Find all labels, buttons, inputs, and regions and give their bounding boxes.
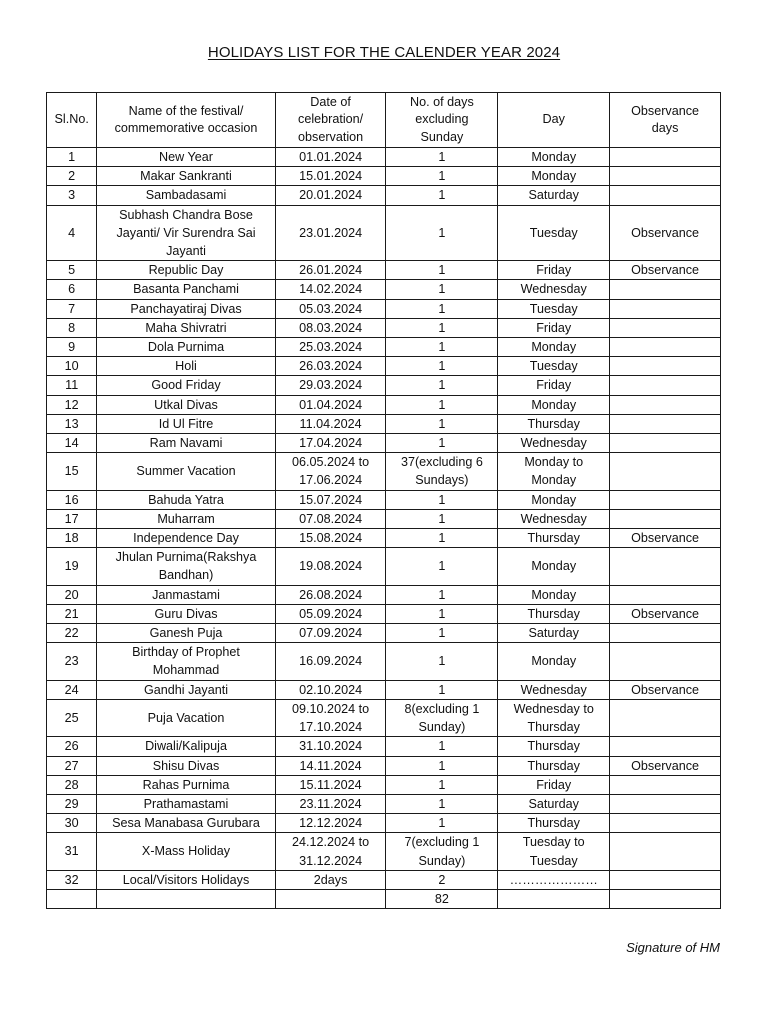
day-cell: Wednesday to Thursday: [498, 699, 610, 736]
page-title: HOLIDAYS LIST FOR THE CALENDER YEAR 2024: [207, 44, 561, 61]
header-day: Day: [498, 93, 610, 148]
observance-cell: [610, 186, 721, 205]
table-row: [47, 376, 721, 395]
date-cell: 15.08.2024: [275, 529, 386, 548]
festival-name-cell: Puja Vacation: [97, 699, 275, 736]
table-row: [47, 453, 721, 490]
days-count-cell: 1: [386, 756, 498, 775]
sl-no-cell: 4: [47, 205, 97, 261]
days-count-cell: 82: [386, 889, 498, 908]
observance-cell: [610, 167, 721, 186]
observance-cell: Observance: [610, 756, 721, 775]
table-row: [47, 814, 721, 833]
festival-name-cell: Local/Visitors Holidays: [97, 870, 275, 889]
festival-name-cell: Holi: [97, 357, 275, 376]
date-cell: 2days: [275, 870, 386, 889]
observance-cell: [610, 299, 721, 318]
observance-cell: Observance: [610, 205, 721, 261]
days-count-cell: 1: [386, 585, 498, 604]
day-cell: Friday: [498, 261, 610, 280]
observance-cell: [610, 414, 721, 433]
days-count-cell: 1: [386, 395, 498, 414]
date-cell: 31.10.2024: [275, 737, 386, 756]
date-cell: 19.08.2024: [275, 548, 386, 585]
sl-no-cell: 2: [47, 167, 97, 186]
date-cell: 26.03.2024: [275, 357, 386, 376]
days-count-cell: 7(excluding 1 Sunday): [386, 833, 498, 870]
date-cell: 07.08.2024: [275, 509, 386, 528]
date-cell: 26.01.2024: [275, 261, 386, 280]
observance-cell: Observance: [610, 529, 721, 548]
table-row: [47, 794, 721, 813]
date-cell: 17.04.2024: [275, 434, 386, 453]
sl-no-cell: 15: [47, 453, 97, 490]
date-cell: 14.11.2024: [275, 756, 386, 775]
day-cell: Monday: [498, 167, 610, 186]
sl-no-cell: 18: [47, 529, 97, 548]
day-cell: Monday: [498, 643, 610, 680]
table-row: [47, 548, 721, 585]
header-date: Date of celebration/ observation: [275, 93, 386, 148]
festival-name-cell: Muharram: [97, 509, 275, 528]
date-cell: 16.09.2024: [275, 643, 386, 680]
sl-no-cell: 6: [47, 280, 97, 299]
day-cell: …………………: [498, 870, 610, 889]
sl-no-cell: 26: [47, 737, 97, 756]
days-count-cell: 1: [386, 299, 498, 318]
table-row: [47, 756, 721, 775]
observance-cell: [610, 280, 721, 299]
sl-no-cell: 9: [47, 338, 97, 357]
table-row: [47, 167, 721, 186]
festival-name-cell: Basanta Panchami: [97, 280, 275, 299]
day-cell: Thursday: [498, 756, 610, 775]
days-count-cell: 1: [386, 186, 498, 205]
table-row: [47, 680, 721, 699]
day-cell: Friday: [498, 376, 610, 395]
date-cell: 15.01.2024: [275, 167, 386, 186]
date-cell: 11.04.2024: [275, 414, 386, 433]
date-cell: 24.12.2024 to 31.12.2024: [275, 833, 386, 870]
festival-name-cell: Gandhi Jayanti: [97, 680, 275, 699]
observance-cell: Observance: [610, 261, 721, 280]
days-count-cell: 1: [386, 205, 498, 261]
day-cell: Monday: [498, 490, 610, 509]
festival-name-cell: Sambadasami: [97, 186, 275, 205]
observance-cell: Observance: [610, 680, 721, 699]
days-count-cell: 1: [386, 338, 498, 357]
day-cell: Monday to Monday: [498, 453, 610, 490]
signature-label: Signature of HM: [626, 940, 720, 955]
days-count-cell: 1: [386, 167, 498, 186]
days-count-cell: 1: [386, 490, 498, 509]
table-body: [47, 148, 721, 909]
sl-no-cell: 21: [47, 604, 97, 623]
observance-cell: [610, 870, 721, 889]
day-cell: Wednesday: [498, 680, 610, 699]
festival-name-cell: Panchayatiraj Divas: [97, 299, 275, 318]
festival-name-cell: Sesa Manabasa Gurubara: [97, 814, 275, 833]
festival-name-cell: Bahuda Yatra: [97, 490, 275, 509]
festival-name-cell: Subhash Chandra Bose Jayanti/ Vir Surendra Sai Jayanti: [97, 205, 275, 261]
days-count-cell: 1: [386, 737, 498, 756]
day-cell: Thursday: [498, 529, 610, 548]
days-count-cell: 1: [386, 357, 498, 376]
day-cell: Thursday: [498, 814, 610, 833]
sl-no-cell: 13: [47, 414, 97, 433]
table-row: [47, 148, 721, 167]
date-cell: 26.08.2024: [275, 585, 386, 604]
table-row: [47, 509, 721, 528]
sl-no-cell: 5: [47, 261, 97, 280]
observance-cell: Observance: [610, 604, 721, 623]
sl-no-cell: 3: [47, 186, 97, 205]
day-cell: Monday: [498, 148, 610, 167]
sl-no-cell: 17: [47, 509, 97, 528]
table-row: [47, 585, 721, 604]
day-cell: Wednesday: [498, 280, 610, 299]
observance-cell: [610, 643, 721, 680]
festival-name-cell: Utkal Divas: [97, 395, 275, 414]
header-observance: Observance days: [610, 93, 721, 148]
total-row: [47, 889, 721, 908]
table-row: [47, 737, 721, 756]
festival-name-cell: Diwali/Kalipuja: [97, 737, 275, 756]
observance-cell: [610, 148, 721, 167]
day-cell: Wednesday: [498, 434, 610, 453]
observance-cell: [610, 434, 721, 453]
day-cell: Tuesday: [498, 357, 610, 376]
days-count-cell: 1: [386, 261, 498, 280]
days-count-cell: 1: [386, 148, 498, 167]
observance-cell: [610, 814, 721, 833]
festival-name-cell: Guru Divas: [97, 604, 275, 623]
table-row: [47, 490, 721, 509]
sl-no-cell: 22: [47, 624, 97, 643]
festival-name-cell: Ram Navami: [97, 434, 275, 453]
date-cell: 12.12.2024: [275, 814, 386, 833]
days-count-cell: 1: [386, 318, 498, 337]
day-cell: Tuesday: [498, 205, 610, 261]
festival-name-cell: Janmastami: [97, 585, 275, 604]
sl-no-cell: 7: [47, 299, 97, 318]
date-cell: 07.09.2024: [275, 624, 386, 643]
table-row: [47, 261, 721, 280]
observance-cell: [610, 490, 721, 509]
date-cell: 29.03.2024: [275, 376, 386, 395]
observance-cell: [610, 453, 721, 490]
day-cell: Friday: [498, 318, 610, 337]
date-cell: 20.01.2024: [275, 186, 386, 205]
date-cell: 23.01.2024: [275, 205, 386, 261]
days-count-cell: 1: [386, 280, 498, 299]
festival-name-cell: Good Friday: [97, 376, 275, 395]
table-row: [47, 643, 721, 680]
observance-cell: [610, 318, 721, 337]
festival-name-cell: Shisu Divas: [97, 756, 275, 775]
days-count-cell: 8(excluding 1 Sunday): [386, 699, 498, 736]
date-cell: 25.03.2024: [275, 338, 386, 357]
sl-no-cell: 27: [47, 756, 97, 775]
festival-name-cell: Dola Purnima: [97, 338, 275, 357]
day-cell: Tuesday to Tuesday: [498, 833, 610, 870]
observance-cell: [610, 357, 721, 376]
header-sl-no: Sl.No.: [47, 93, 97, 148]
table-row: [47, 338, 721, 357]
festival-name-cell: Independence Day: [97, 529, 275, 548]
festival-name-cell: Prathamastami: [97, 794, 275, 813]
days-count-cell: 1: [386, 680, 498, 699]
date-cell: 15.11.2024: [275, 775, 386, 794]
table-row: [47, 299, 721, 318]
sl-no-cell: 24: [47, 680, 97, 699]
sl-no-cell: 30: [47, 814, 97, 833]
date-cell: 09.10.2024 to 17.10.2024: [275, 699, 386, 736]
observance-cell: [610, 737, 721, 756]
table-row: [47, 699, 721, 736]
days-count-cell: 1: [386, 775, 498, 794]
observance-cell: [610, 889, 721, 908]
observance-cell: [610, 833, 721, 870]
days-count-cell: 1: [386, 794, 498, 813]
day-cell: Saturday: [498, 794, 610, 813]
day-cell: Saturday: [498, 624, 610, 643]
table-row: [47, 414, 721, 433]
day-cell: Monday: [498, 548, 610, 585]
date-cell: 02.10.2024: [275, 680, 386, 699]
day-cell: Monday: [498, 585, 610, 604]
days-count-cell: 1: [386, 548, 498, 585]
observance-cell: [610, 794, 721, 813]
date-cell: 08.03.2024: [275, 318, 386, 337]
table-row: [47, 205, 721, 261]
days-count-cell: 2: [386, 870, 498, 889]
days-count-cell: 37(excluding 6 Sundays): [386, 453, 498, 490]
sl-no-cell: 23: [47, 643, 97, 680]
festival-name-cell: Republic Day: [97, 261, 275, 280]
festival-name-cell: Makar Sankranti: [97, 167, 275, 186]
observance-cell: [610, 699, 721, 736]
festival-name-cell: Ganesh Puja: [97, 624, 275, 643]
date-cell: [275, 889, 386, 908]
day-cell: [498, 889, 610, 908]
sl-no-cell: 29: [47, 794, 97, 813]
days-count-cell: 1: [386, 376, 498, 395]
observance-cell: [610, 395, 721, 414]
table-header-row: [47, 93, 721, 148]
days-count-cell: 1: [386, 434, 498, 453]
days-count-cell: 1: [386, 814, 498, 833]
sl-no-cell: 31: [47, 833, 97, 870]
observance-cell: [610, 376, 721, 395]
date-cell: 23.11.2024: [275, 794, 386, 813]
sl-no-cell: 1: [47, 148, 97, 167]
table-row: [47, 280, 721, 299]
date-cell: 01.04.2024: [275, 395, 386, 414]
table-row: [47, 833, 721, 870]
festival-name-cell: New Year: [97, 148, 275, 167]
festival-name-cell: [97, 889, 275, 908]
table-row: [47, 604, 721, 623]
days-count-cell: 1: [386, 643, 498, 680]
sl-no-cell: 25: [47, 699, 97, 736]
day-cell: Tuesday: [498, 299, 610, 318]
sl-no-cell: 16: [47, 490, 97, 509]
observance-cell: [610, 775, 721, 794]
sl-no-cell: [47, 889, 97, 908]
observance-cell: [610, 585, 721, 604]
sl-no-cell: 28: [47, 775, 97, 794]
observance-cell: [610, 509, 721, 528]
header-number-of-days: No. of days excluding Sunday: [386, 93, 498, 148]
sl-no-cell: 32: [47, 870, 97, 889]
days-count-cell: 1: [386, 604, 498, 623]
day-cell: Wednesday: [498, 509, 610, 528]
festival-name-cell: Maha Shivratri: [97, 318, 275, 337]
header-festival-name: Name of the festival/ commemorative occasion: [97, 93, 275, 148]
table-row: [47, 529, 721, 548]
days-count-cell: 1: [386, 529, 498, 548]
holidays-table: [46, 92, 721, 909]
days-count-cell: 1: [386, 624, 498, 643]
observance-cell: [610, 338, 721, 357]
festival-name-cell: Birthday of Prophet Mohammad: [97, 643, 275, 680]
table-row: [47, 318, 721, 337]
sl-no-cell: 8: [47, 318, 97, 337]
table-row: [47, 395, 721, 414]
table-row: [47, 357, 721, 376]
table-row: [47, 434, 721, 453]
festival-name-cell: Summer Vacation: [97, 453, 275, 490]
day-cell: Thursday: [498, 604, 610, 623]
day-cell: Thursday: [498, 414, 610, 433]
sl-no-cell: 19: [47, 548, 97, 585]
days-count-cell: 1: [386, 414, 498, 433]
day-cell: Monday: [498, 338, 610, 357]
day-cell: Monday: [498, 395, 610, 414]
observance-cell: [610, 548, 721, 585]
table-row: [47, 186, 721, 205]
sl-no-cell: 11: [47, 376, 97, 395]
table-row: [47, 624, 721, 643]
table-row: [47, 775, 721, 794]
festival-name-cell: X-Mass Holiday: [97, 833, 275, 870]
date-cell: 06.05.2024 to 17.06.2024: [275, 453, 386, 490]
day-cell: Saturday: [498, 186, 610, 205]
festival-name-cell: Id Ul Fitre: [97, 414, 275, 433]
observance-cell: [610, 624, 721, 643]
date-cell: 14.02.2024: [275, 280, 386, 299]
sl-no-cell: 12: [47, 395, 97, 414]
date-cell: 05.03.2024: [275, 299, 386, 318]
sl-no-cell: 10: [47, 357, 97, 376]
festival-name-cell: Jhulan Purnima(Rakshya Bandhan): [97, 548, 275, 585]
date-cell: 15.07.2024: [275, 490, 386, 509]
sl-no-cell: 14: [47, 434, 97, 453]
date-cell: 05.09.2024: [275, 604, 386, 623]
day-cell: Friday: [498, 775, 610, 794]
table-row: [47, 870, 721, 889]
date-cell: 01.01.2024: [275, 148, 386, 167]
sl-no-cell: 20: [47, 585, 97, 604]
day-cell: Thursday: [498, 737, 610, 756]
festival-name-cell: Rahas Purnima: [97, 775, 275, 794]
days-count-cell: 1: [386, 509, 498, 528]
